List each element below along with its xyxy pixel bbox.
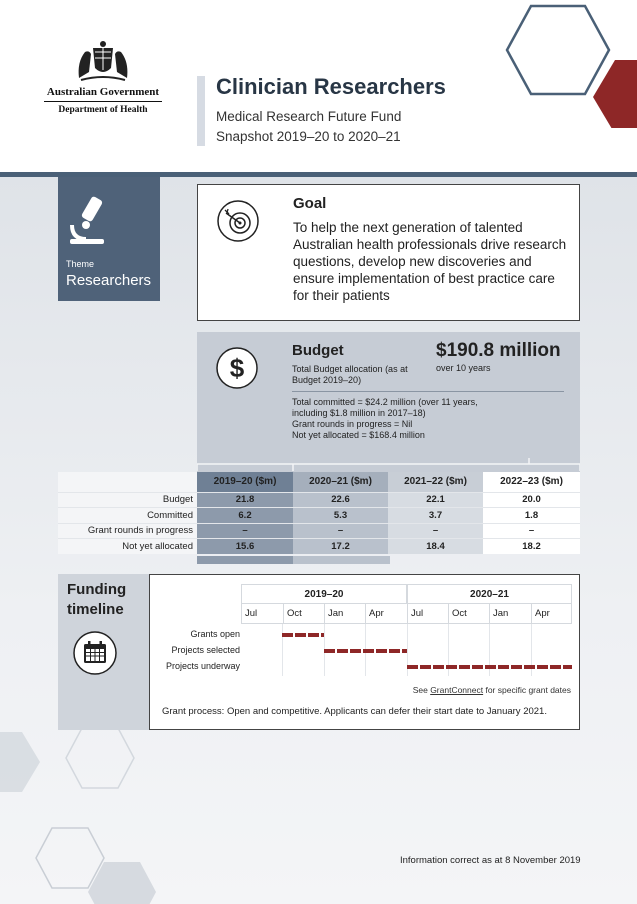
timeline-bar [407, 665, 573, 669]
timeline-row-label: Projects selected [171, 645, 240, 655]
budget-bracket [197, 458, 580, 472]
timeline-month: Jan [489, 604, 531, 624]
table-cell: 1.8 [483, 508, 580, 524]
timeline-row-label: Grants open [190, 629, 240, 639]
budget-title: Budget [292, 342, 344, 359]
budget-table [58, 472, 580, 554]
table-cell: – [293, 523, 388, 539]
timeline-month: Oct [283, 604, 324, 624]
budget-detail-line: Total committed = $24.2 million (over 11 years, [292, 397, 478, 407]
government-name: Australian Government [46, 86, 160, 98]
column-header: 2020–21 ($m) [293, 472, 388, 492]
coat-of-arms-icon [71, 38, 135, 84]
budget-subtitle: Total Budget allocation (as at Budget 2019–20) [292, 364, 408, 385]
column-header: 2019–20 ($m) [197, 472, 293, 492]
goal-text: To help the next generation of talented Australian health professionals drive research questions, develop new discoveries and ensure implementation of best practice care for their patients [293, 220, 567, 303]
table-cell: 22.6 [293, 492, 388, 508]
calendar-icon [72, 630, 118, 676]
timeline-month: Apr [531, 604, 572, 624]
row-label: Not yet allocated [58, 539, 197, 555]
timeline-row-label: Projects underway [165, 661, 240, 671]
table-footer-band-2019 [197, 556, 293, 564]
funding-title-line: Funding [67, 581, 127, 598]
table-row [58, 508, 580, 524]
table-cell: 20.0 [483, 492, 580, 508]
funding-timeline-side [58, 574, 149, 730]
row-label: Budget [58, 492, 197, 508]
budget-detail-line: Grant rounds in progress = Nil [292, 419, 413, 429]
note-prefix: See [412, 685, 431, 695]
table-cell: 5.3 [293, 508, 388, 524]
table-cell: 22.1 [388, 492, 483, 508]
theme-panel [58, 177, 160, 301]
timeline-year: 2019–20 [241, 584, 407, 604]
department-name: Department of Health [58, 105, 148, 115]
crest-divider [44, 101, 162, 102]
goal-title: Goal [293, 195, 327, 212]
table-cell: 15.6 [197, 539, 293, 555]
theme-name: Researchers [66, 272, 152, 289]
grantconnect-note [413, 685, 571, 695]
timeline-month: Oct [448, 604, 489, 624]
table-corner [58, 472, 197, 492]
government-crest [44, 38, 162, 115]
page-title: Clinician Researchers [216, 74, 446, 99]
timeline-gridline [282, 624, 283, 676]
grantconnect-link[interactable]: GrantConnect [430, 685, 484, 695]
hexagon-outline-decoration [505, 4, 637, 128]
svg-text:$: $ [229, 353, 245, 383]
budget-details [292, 397, 572, 441]
table-cell: 3.7 [388, 508, 483, 524]
table-header-row [58, 472, 580, 492]
row-label: Committed [58, 508, 197, 524]
table-footer-band-2020 [293, 556, 390, 564]
table-cell: – [197, 523, 293, 539]
theme-label: Theme [66, 259, 95, 269]
title-accent-bar [197, 76, 205, 146]
budget-period: over 10 years [436, 363, 491, 373]
timeline-bar [324, 649, 407, 653]
table-cell: 21.8 [197, 492, 293, 508]
column-header: 2022–23 ($m) [483, 472, 580, 492]
grant-process-text: Grant process: Open and competitive. Applicants can defer their start date to January 2021. [162, 706, 547, 717]
hexagon-background-decoration [0, 728, 160, 904]
funding-title-line: timeline [67, 601, 124, 618]
table-cell: 17.2 [293, 539, 388, 555]
column-header: 2021–22 ($m) [388, 472, 483, 492]
budget-amount: $190.8 million [436, 340, 561, 361]
microscope-icon [66, 195, 110, 247]
timeline-bar [282, 633, 323, 637]
table-row [58, 492, 580, 508]
budget-detail-line: Not yet allocated = $168.4 million [292, 430, 425, 440]
dollar-icon [215, 346, 259, 390]
page-subtitle [216, 107, 401, 147]
table-row [58, 523, 580, 539]
table-cell: 18.4 [388, 539, 483, 555]
note-suffix: for specific grant dates [483, 685, 571, 695]
timeline-month: Jan [324, 604, 365, 624]
subtitle-snapshot: Snapshot 2019–20 to 2020–21 [216, 129, 401, 144]
goal-panel [197, 184, 580, 321]
target-icon [216, 199, 260, 243]
budget-panel [197, 332, 580, 472]
row-label: Grant rounds in progress [58, 523, 197, 539]
timeline-month: Jul [407, 604, 448, 624]
funding-timeline-title [67, 580, 126, 620]
table-footer-band [197, 556, 390, 564]
timeline-month: Apr [365, 604, 407, 624]
information-date: Information correct as at 8 November 2019 [400, 855, 581, 866]
budget-divider [292, 391, 564, 392]
funding-timeline-panel [149, 574, 580, 730]
table-cell: 18.2 [483, 539, 580, 555]
timeline-year: 2020–21 [407, 584, 572, 604]
table-cell: 6.2 [197, 508, 293, 524]
subtitle-fund: Medical Research Future Fund [216, 109, 402, 124]
table-row [58, 539, 580, 555]
table-cell: – [388, 523, 483, 539]
timeline-month: Jul [241, 604, 283, 624]
table-cell: – [483, 523, 580, 539]
budget-detail-line: including $1.8 million in 2017–18) [292, 408, 426, 418]
